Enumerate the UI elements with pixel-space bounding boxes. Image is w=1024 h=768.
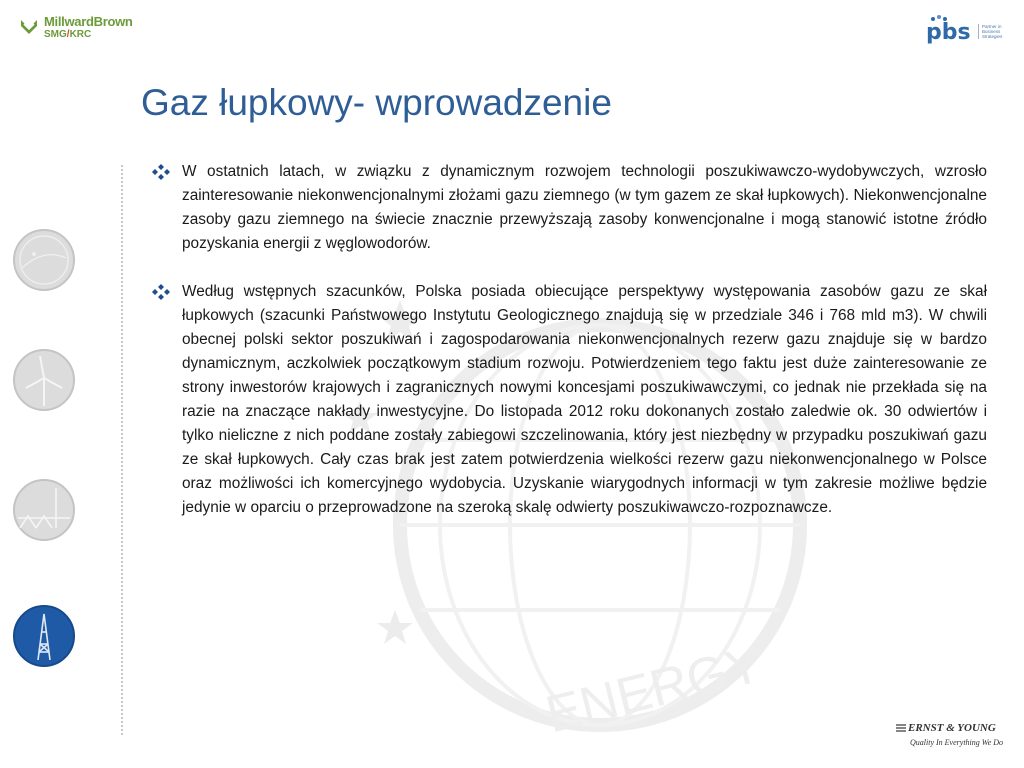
mb-logo-name: MillwardBrown <box>44 14 133 29</box>
oil-rig-icon <box>12 604 76 668</box>
bullet-item <box>152 280 987 520</box>
ey-logo-tagline: Quality In Everything We Do <box>910 738 1004 747</box>
diamond-bullet-icon <box>152 284 170 300</box>
pbs-logo-name: pbs <box>926 20 971 45</box>
bullet-text: Według wstępnych szacunków, Polska posiada obiecujące perspektywy występowania zasobów gazu ze skał łupkowych (szacunki Państwowego Instytutu Geologicznego znajdują się w przedziale 346 i 768 mld m3). W chwili obecnej polski sektor poszukiwań i zagospodarowania niekonwencjonalnych rezerw gazu znajduje się w bardzo dynamicznym, aczkolwiek początkowym stadium rozwoju. Potwierdzeniem tego faktu jest duże zainteresowanie ze strony inwestorów krajowych i zagranicznych nowymi koncesjami poszukiwawczymi, co jednak nie przekłada się na razie na znaczące nakłady inwestycyjne. Do listopada 2012 roku dokonanych zostało zaledwie ok. 30 odwiertów i tylko nieliczne z nich poddane zostały zabiegowi szczelinowania, który jest niezbędny w przypadku poszukiwań gazu ze skał łupkowych. Cały czas brak jest zatem potwierdzenia wielkości rezerw gazu niekonwencjonalnego w Polsce oraz możliwości ich komercyjnego wydobycia. Uzyskanie wiarygodnych informacji w tym zakresie możliwe będzie jedynie w oparciu o przeprowadzone na szeroką skalę odwierty poszukiwawczo-rozpoznawcze. <box>182 283 987 516</box>
diamond-bullet-icon <box>152 164 170 180</box>
page-title: Gaz łupkowy- wprowadzenie <box>141 82 612 123</box>
watermark-text: ENERGY <box>540 634 768 745</box>
mb-logo-mark-icon <box>18 16 40 38</box>
power-line-icon <box>12 478 76 542</box>
ernst-young-logo <box>898 722 1008 750</box>
ey-mark-icon <box>896 723 906 733</box>
bullet-list <box>152 160 987 544</box>
ey-logo-name: ERNST & YOUNG <box>908 722 996 734</box>
pbs-logo-tagline: Partner in Business Strategies <box>978 24 1014 39</box>
bullet-item <box>152 160 987 256</box>
wind-turbine-icon <box>12 348 76 412</box>
bullet-text: W ostatnich latach, w związku z dynamicznym rozwojem technologii poszukiwawczo-wydobywczych, wzrosło zainteresowanie niekonwencjonalnymi złożami gazu ziemnego (w tym gazem ze skał łupkowych). Niekonwencjonalne zasoby gazu ziemnego na świecie znacznie przewyższają zasoby konwencjonalne i mogą stanowić istotne źródło pozyskania energii z węglowodorów. <box>182 163 987 252</box>
globe-icon <box>12 228 76 292</box>
millward-brown-logo <box>18 14 138 44</box>
pbs-logo <box>926 16 1006 48</box>
sidebar-divider <box>121 165 123 735</box>
mb-logo-sub: SMG/KRC <box>44 29 92 40</box>
